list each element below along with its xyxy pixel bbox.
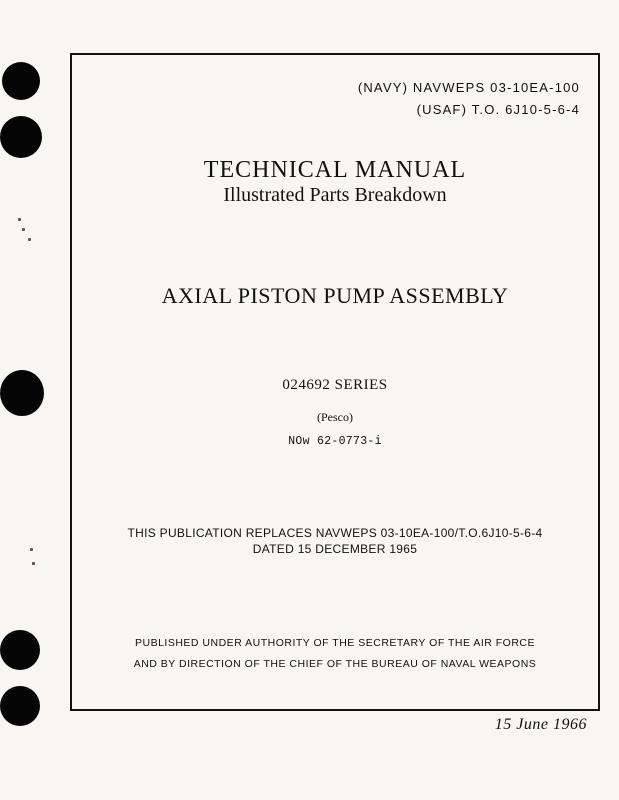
paper-speck [32,562,35,565]
cover-frame [70,53,600,711]
punch-hole [2,62,40,100]
authority-statement [72,633,598,675]
contract-number: NOw 62-0773-i [288,435,382,448]
manual-subtitle: Illustrated Parts Breakdown [223,184,447,206]
usaf-document-number: (USAF) T.O. 6J10-5-6-4 [416,102,580,117]
supersession-notice [72,525,598,557]
punch-hole [0,686,40,726]
punch-hole [0,630,40,670]
authority-line: AND BY DIRECTION OF THE CHIEF OF THE BUREAU OF NAVAL WEAPONS [133,658,537,670]
supersession-line: THIS PUBLICATION REPLACES NAVWEPS 03-10EA-100/T.O.6J10-5-6-4 [127,526,543,540]
assembly-name: AXIAL PISTON PUMP ASSEMBLY [161,283,509,308]
navy-document-number: (NAVY) NAVWEPS 03-10EA-100 [357,80,580,95]
manufacturer: (Pesco) [317,410,353,424]
document-identifiers [358,77,580,121]
paper-speck [30,548,33,551]
punch-hole [0,370,44,416]
paper-speck [18,218,21,221]
paper-speck [28,238,31,241]
authority-line: PUBLISHED UNDER AUTHORITY OF THE SECRETARY OF THE AIR FORCE [135,637,535,649]
paper-speck [22,228,25,231]
series-number: 024692 SERIES [282,377,388,393]
punch-hole [0,116,42,158]
manual-title: TECHNICAL MANUAL [203,157,467,183]
publication-date: 15 June 1966 [494,716,587,733]
supersession-date-line: DATED 15 DECEMBER 1965 [252,542,418,556]
